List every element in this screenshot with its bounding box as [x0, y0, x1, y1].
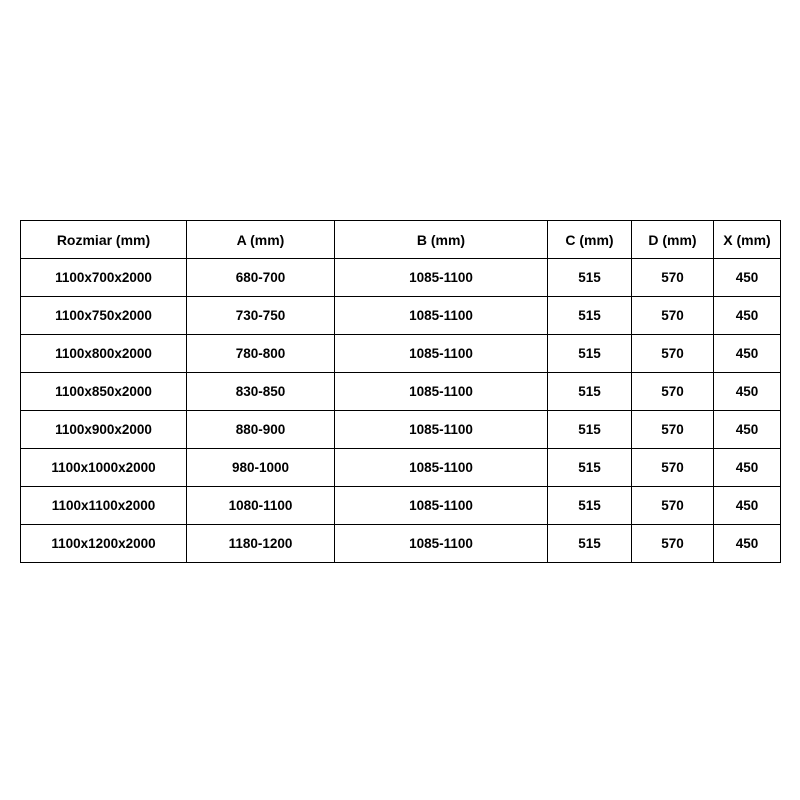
cell-rozmiar: 1100x800x2000 — [21, 335, 187, 373]
cell-b: 1085-1100 — [335, 373, 548, 411]
cell-rozmiar: 1100x1200x2000 — [21, 525, 187, 563]
size-table-container — [20, 220, 780, 563]
cell-b: 1085-1100 — [335, 297, 548, 335]
cell-a: 1180-1200 — [187, 525, 335, 563]
cell-d: 570 — [632, 259, 714, 297]
cell-b: 1085-1100 — [335, 259, 548, 297]
cell-rozmiar: 1100x1100x2000 — [21, 487, 187, 525]
cell-c: 515 — [548, 487, 632, 525]
cell-x: 450 — [714, 297, 781, 335]
cell-d: 570 — [632, 411, 714, 449]
table-row — [21, 411, 781, 449]
table-row — [21, 449, 781, 487]
cell-a: 730-750 — [187, 297, 335, 335]
cell-x: 450 — [714, 525, 781, 563]
cell-rozmiar: 1100x1000x2000 — [21, 449, 187, 487]
cell-a: 880-900 — [187, 411, 335, 449]
cell-rozmiar: 1100x850x2000 — [21, 373, 187, 411]
cell-c: 515 — [548, 335, 632, 373]
cell-c: 515 — [548, 297, 632, 335]
cell-x: 450 — [714, 335, 781, 373]
cell-x: 450 — [714, 487, 781, 525]
cell-c: 515 — [548, 411, 632, 449]
cell-rozmiar: 1100x700x2000 — [21, 259, 187, 297]
column-header-c: C (mm) — [548, 221, 632, 259]
cell-c: 515 — [548, 259, 632, 297]
table-row — [21, 373, 781, 411]
cell-d: 570 — [632, 335, 714, 373]
cell-x: 450 — [714, 411, 781, 449]
cell-b: 1085-1100 — [335, 411, 548, 449]
cell-c: 515 — [548, 449, 632, 487]
size-table — [20, 220, 781, 563]
column-header-d: D (mm) — [632, 221, 714, 259]
table-row — [21, 487, 781, 525]
column-header-x: X (mm) — [714, 221, 781, 259]
column-header-b: B (mm) — [335, 221, 548, 259]
cell-d: 570 — [632, 373, 714, 411]
cell-rozmiar: 1100x900x2000 — [21, 411, 187, 449]
cell-d: 570 — [632, 487, 714, 525]
cell-a: 780-800 — [187, 335, 335, 373]
column-header-rozmiar: Rozmiar (mm) — [21, 221, 187, 259]
cell-a: 680-700 — [187, 259, 335, 297]
cell-b: 1085-1100 — [335, 449, 548, 487]
cell-a: 830-850 — [187, 373, 335, 411]
table-row — [21, 335, 781, 373]
table-row — [21, 525, 781, 563]
table-header-row — [21, 221, 781, 259]
cell-rozmiar: 1100x750x2000 — [21, 297, 187, 335]
cell-b: 1085-1100 — [335, 487, 548, 525]
cell-x: 450 — [714, 259, 781, 297]
table-row — [21, 259, 781, 297]
cell-c: 515 — [548, 373, 632, 411]
cell-c: 515 — [548, 525, 632, 563]
cell-a: 1080-1100 — [187, 487, 335, 525]
table-row — [21, 297, 781, 335]
cell-d: 570 — [632, 525, 714, 563]
cell-b: 1085-1100 — [335, 525, 548, 563]
cell-b: 1085-1100 — [335, 335, 548, 373]
cell-d: 570 — [632, 297, 714, 335]
cell-x: 450 — [714, 449, 781, 487]
column-header-a: A (mm) — [187, 221, 335, 259]
cell-x: 450 — [714, 373, 781, 411]
cell-a: 980-1000 — [187, 449, 335, 487]
cell-d: 570 — [632, 449, 714, 487]
